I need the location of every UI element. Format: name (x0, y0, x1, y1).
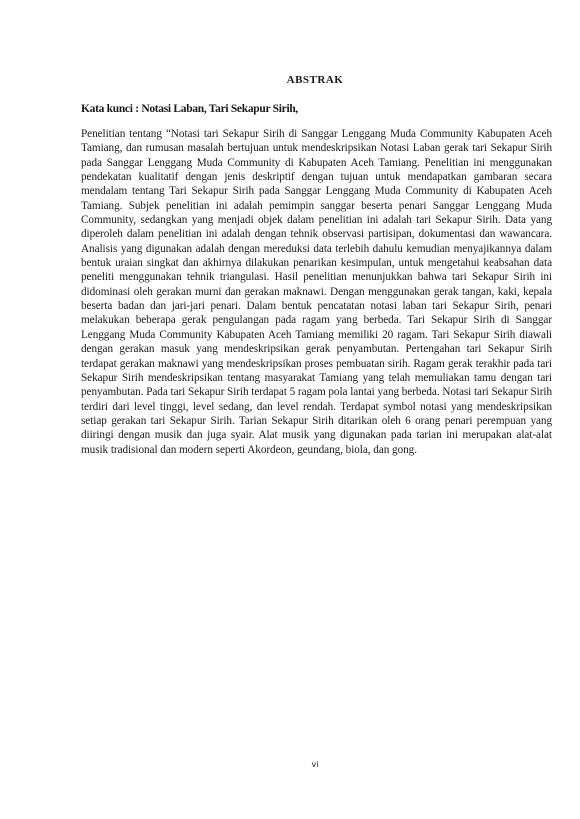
abstract-title: ABSTRAK (286, 74, 344, 86)
keywords-line: Kata kunci : Notasi Laban, Tari Sekapur Sirih, (81, 103, 299, 115)
page-number: vi (311, 760, 319, 769)
abstract-body: Penelitian tentang “Notasi tari Sekapur Sirih di Sanggar Lenggang Muda Community Kabupaten Aceh Tamiang, dan rumusan masalah bertujuan untuk mendeskripsikan Notasi Laban gerak tari Sekapur Sirih pada Sanggar Lenggang Muda Community di Kabupaten Aceh Tamiang. Penelitian ini menggunakan pendekatan kualitatif dengan jenis deskriptif dengan tujuan untuk mendapatkan gambaran secara mendalam tentang Tari Sekapur Sirih pada Sanggar Lenggang Muda Community di Kabupaten Aceh Tamiang. Subjek penelitian ini adalah pemimpin sanggar beserta penari Sanggar Lenggang Muda Community, sedangkan yang menjadi objek dalam penelitian ini adalah tari Sekapur Sirih. Data yang diperoleh dalam penelitian ini adalah dengan tehnik observasi partisipan, dokumentasi dan wawancara. Analisis yang digunakan adalah dengan mereduksi data terlebih dahulu kemudian menyajikannya dalam bentuk uraian singkat dan akhirnya dilakukan penarikan kesimpulan, untuk mengetahui keabsahan data peneliti menggunakan tehnik triangulasi. Hasil penelitian menunjukkan bahwa tari Sekapur Sirih ini didominasi oleh gerakan murni dan gerakan maknawi. Dengan menggunakan gerak tangan, kaki, kepala beserta badan dan jari-jari penari. Dalam bentuk pencatatan notasi laban tari Sekapur Sirih, penari melakukan beberapa gerak pengulangan pada ragam yang berbeda. Tari Sekapur Sirih di Sanggar Lenggang Muda Community Kabupaten Aceh Tamiang memiliki 20 ragam. Tari Sekapur Sirih diawali dengan gerakan masuk yang mendeskripsikan gerak penyambutan. Pertengahan tari Sekapur Sirih terdapat gerakan maknawi yang mendeskripsikan proses pembuatan sirih. Ragam gerak terakhir pada tari Sekapur Sirih mendeskripsikan tentang masyarakat Tamiang yang telah memuliakan tamu dengan tari penyambutan. Pada tari Sekapur Sirih terdapat 5 ragam pola lantai yang berbeda. Notasi tari Sekapur Sirih terdiri dari level tinggi, level sedang, dan level rendah. Terdapat symbol notasi yang mendeskripsikan setiap gerakan tari Sekapur Sirih. Tarian Sekapur Sirih ditarikan oleh 6 orang penari perempuan yang diiringi dengan musik dan juga syair. Alat musik yang digunakan pada tarian ini merupakan alat-alat musik tradisional dan modern seperti Akordeon, geundang, biola, dan gong. (81, 128, 553, 456)
